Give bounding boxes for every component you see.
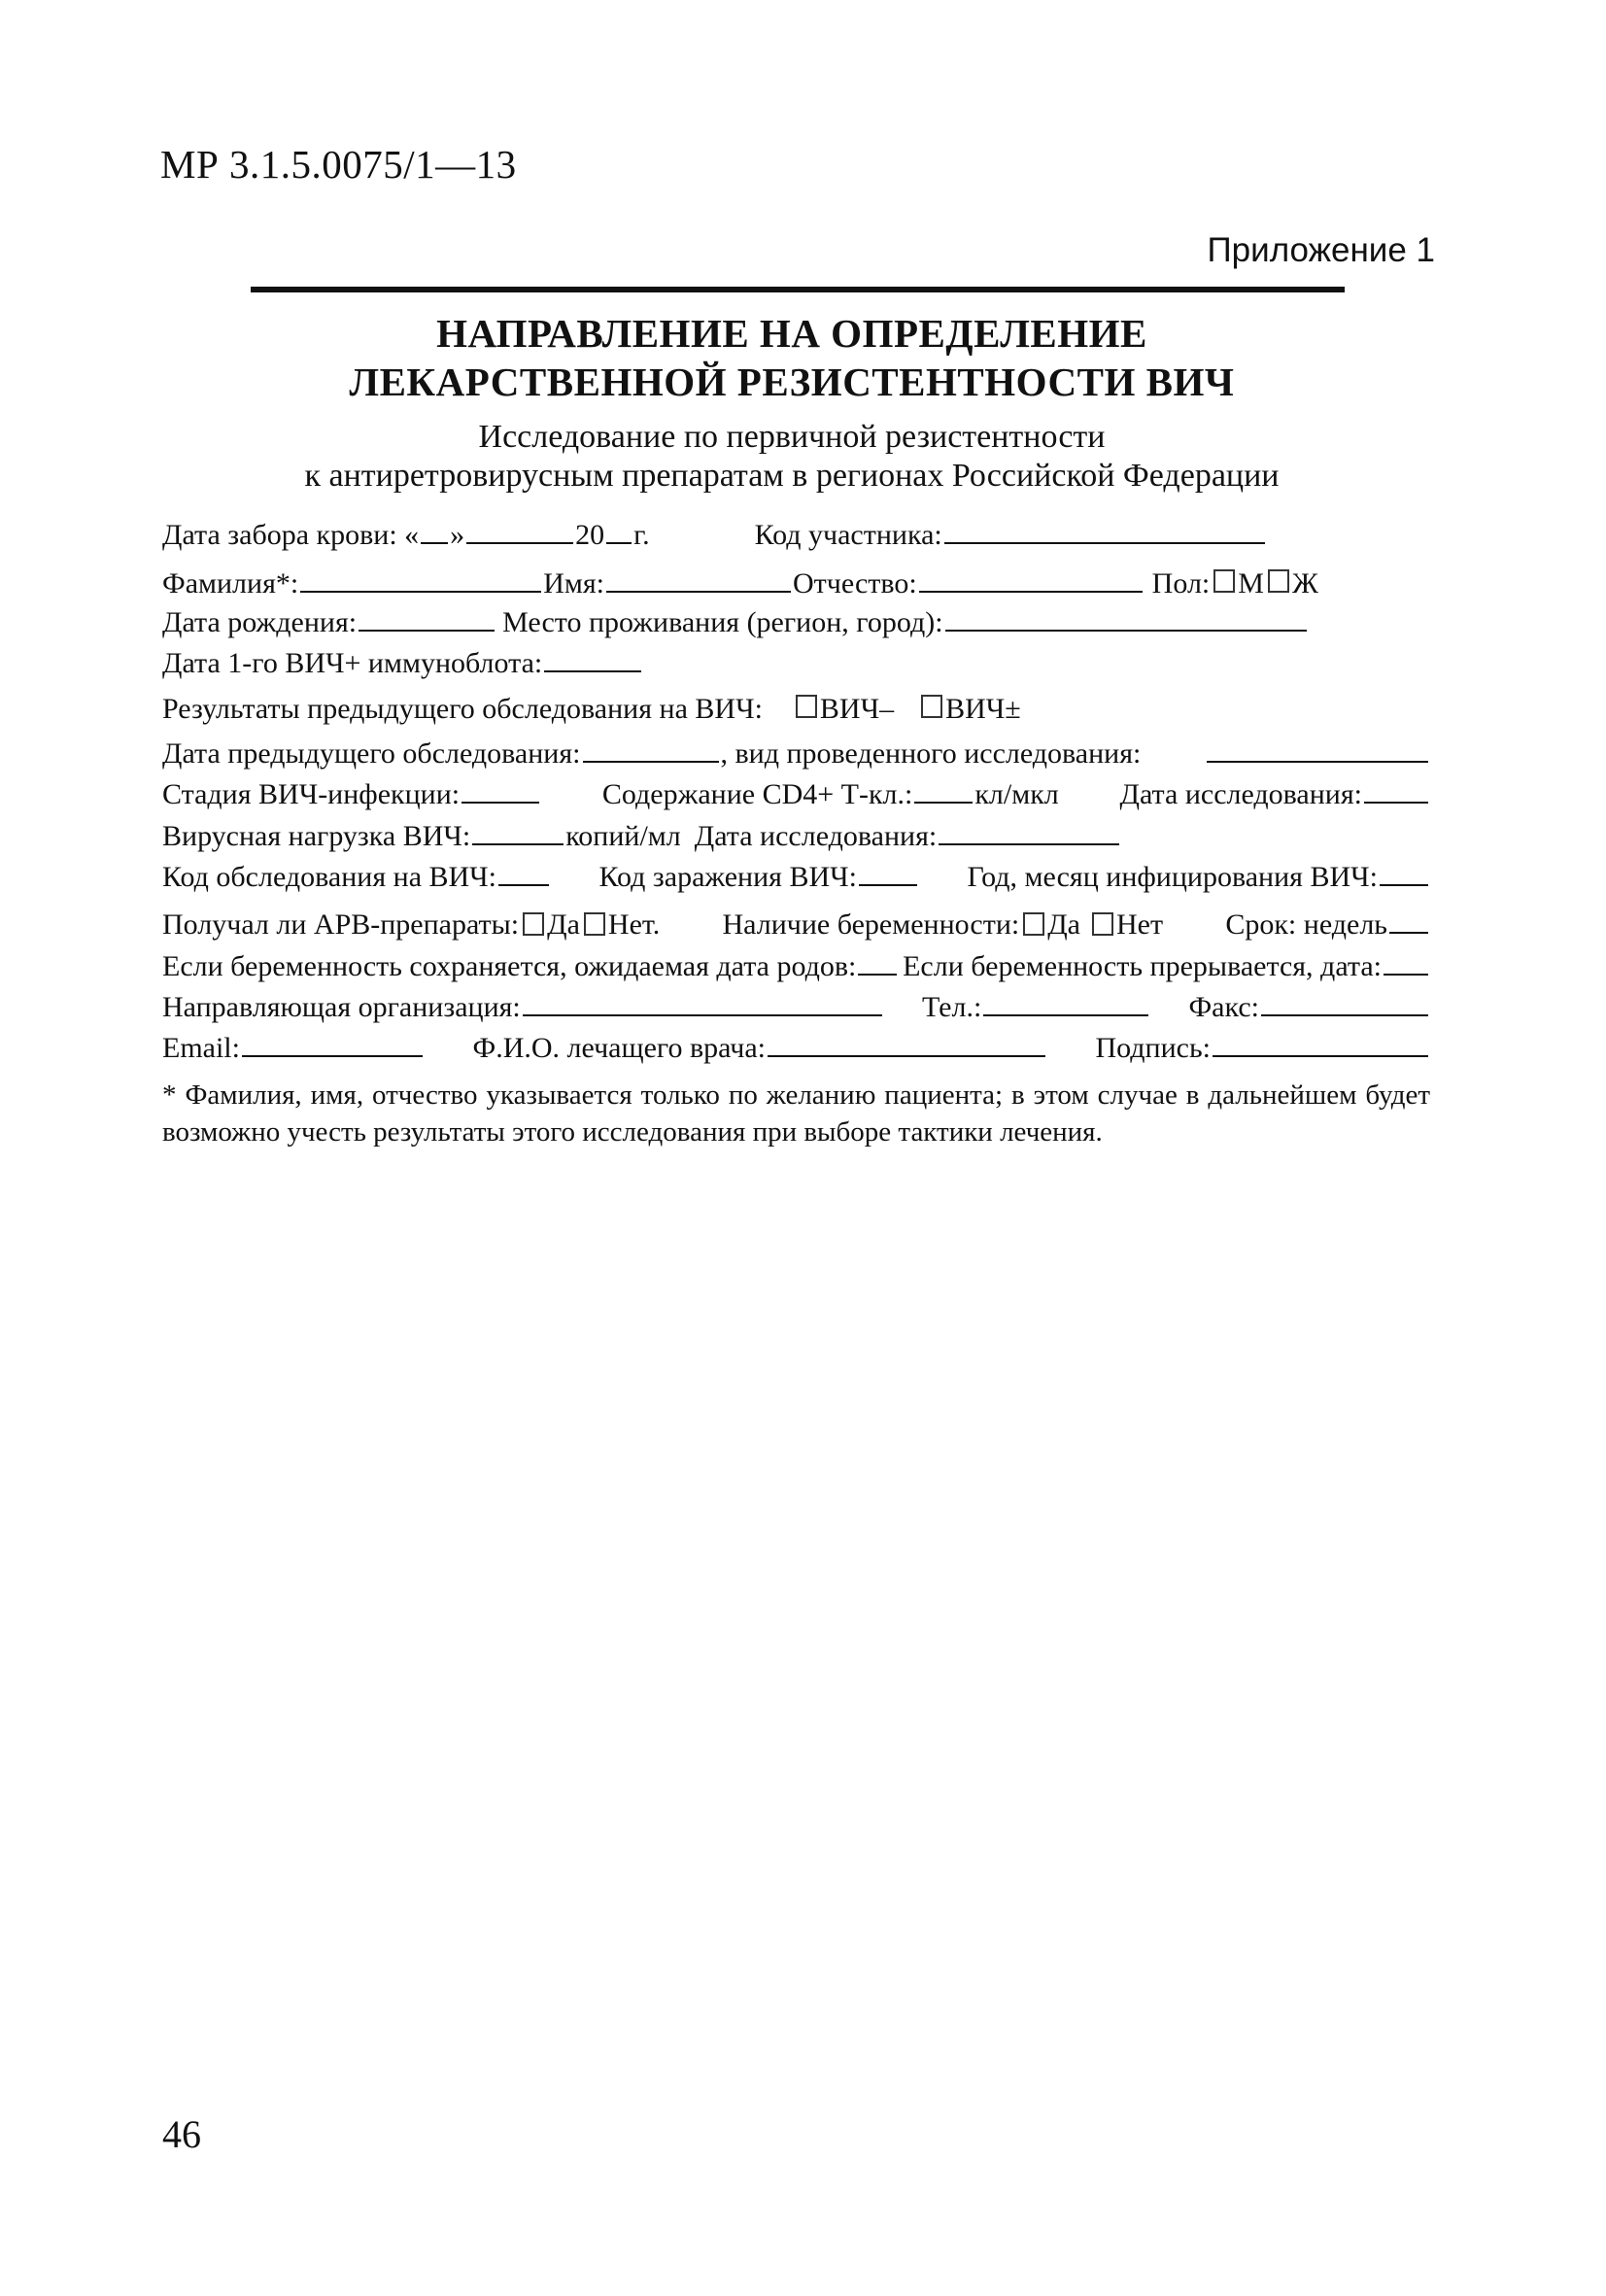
pregnancy-no-label: Нет	[1116, 908, 1164, 941]
prev-exam-date-label: Дата предыдущего обследования:	[162, 737, 581, 770]
name-label: Имя:	[543, 567, 605, 600]
immunoblot-field[interactable]	[544, 643, 641, 672]
sex-f-label: Ж	[1291, 567, 1318, 600]
row-prev-exam	[162, 734, 1430, 772]
blood-date-year-prefix: 20	[575, 519, 605, 551]
doctor-field[interactable]	[768, 1028, 1045, 1057]
blood-date-label: Дата забора крови: «	[162, 519, 420, 551]
sex-label: Пол:	[1151, 567, 1211, 600]
row-arv	[162, 905, 1430, 943]
doctor-label: Ф.И.О. лечащего врача:	[472, 1032, 766, 1064]
subtitle-line-2: к антиретровирусным препаратам в регионах Российской Федерации	[304, 458, 1280, 494]
row-blood-date	[162, 515, 1430, 554]
subtitle-line-1: Исследование по первичной резистентности	[478, 419, 1106, 455]
exam-code-label: Код обследования на ВИЧ:	[162, 861, 497, 893]
patronymic-label: Отчество:	[793, 567, 917, 600]
cd4-label: Содержание CD4+ Т-кл.:	[601, 778, 913, 810]
row-prev-results	[162, 693, 1430, 732]
sex-m-label: М	[1238, 567, 1264, 600]
infection-code-label: Код заражения ВИЧ:	[598, 861, 857, 893]
hiv-negative-label: ВИЧ–	[819, 693, 895, 725]
sex-f-checkbox[interactable]	[1268, 569, 1289, 593]
email-label: Email:	[162, 1032, 240, 1064]
viral-load-unit: копий/мл	[565, 820, 681, 852]
birth-date-label: Дата рождения:	[162, 606, 358, 638]
participant-code-label: Код участника:	[754, 519, 942, 551]
row-name	[162, 564, 1430, 602]
arv-no-checkbox[interactable]	[584, 912, 605, 936]
residence-field[interactable]	[945, 602, 1307, 632]
arv-no-label: Нет.	[607, 908, 661, 941]
document-code: МР 3.1.5.0075/1—13	[160, 142, 517, 187]
prev-results-label: Результаты предыдущего обследования на ВИЧ:	[162, 693, 763, 725]
blood-date-month-field[interactable]	[466, 515, 573, 544]
blood-date-day-field[interactable]	[421, 515, 448, 544]
row-viral-load	[162, 816, 1430, 855]
phone-field[interactable]	[983, 987, 1148, 1016]
stage-label: Стадия ВИЧ-инфекции:	[162, 778, 461, 810]
hiv-uncertain-checkbox[interactable]	[921, 695, 942, 718]
title-line-1: НАПРАВЛЕНИЕ НА ОПРЕДЕЛЕНИЕ	[436, 311, 1147, 356]
pregnancy-label: Наличие беременности:	[722, 908, 1020, 941]
delivery-date-field[interactable]	[858, 946, 897, 976]
arv-yes-checkbox[interactable]	[523, 912, 544, 936]
surname-label: Фамилия*:	[162, 567, 299, 600]
row-organization	[162, 987, 1430, 1026]
hiv-uncertain-label: ВИЧ±	[945, 693, 1021, 725]
immunoblot-label: Дата 1-го ВИЧ+ иммуноблота:	[162, 647, 543, 679]
signature-label: Подпись:	[1095, 1032, 1211, 1064]
infection-code-field[interactable]	[859, 857, 917, 886]
prev-exam-type-field[interactable]	[1207, 734, 1428, 763]
arv-label: Получал ли АРВ-препараты:	[162, 908, 520, 941]
blood-date-quote: »	[450, 519, 465, 551]
pregnancy-no-checkbox[interactable]	[1092, 912, 1113, 936]
surname-field[interactable]	[300, 564, 541, 593]
name-field[interactable]	[606, 564, 791, 593]
patronymic-field[interactable]	[919, 564, 1143, 593]
pregnancy-term-field[interactable]	[1389, 905, 1428, 934]
viral-load-label: Вирусная нагрузка ВИЧ:	[162, 820, 471, 852]
row-immunoblot	[162, 643, 1430, 682]
appendix-label: Приложение 1	[1207, 231, 1435, 269]
fax-field[interactable]	[1261, 987, 1428, 1016]
row-email	[162, 1028, 1430, 1067]
organization-label: Направляющая организация:	[162, 991, 521, 1023]
termination-date-field[interactable]	[1384, 946, 1428, 976]
viral-load-field[interactable]	[472, 816, 564, 845]
participant-code-field[interactable]	[944, 515, 1265, 544]
title-line-2: ЛЕКАРСТВЕННОЙ РЕЗИСТЕНТНОСТИ ВИЧ	[349, 360, 1235, 404]
email-field[interactable]	[242, 1028, 423, 1057]
blood-date-year-field[interactable]	[606, 515, 632, 544]
birth-date-field[interactable]	[359, 602, 495, 632]
arv-yes-label: Да	[547, 908, 580, 941]
form-subtitle	[160, 418, 1423, 496]
prev-exam-date-field[interactable]	[583, 734, 719, 763]
pregnancy-continues-label: Если беременность сохраняется, ожидаемая дата родов:	[162, 950, 857, 982]
fax-label: Факс:	[1188, 991, 1259, 1023]
footnote: * Фамилия, имя, отчество указывается только по желанию пациента; в этом случае в дальнейшем будет возможно учесть результаты этого исследования при выборе тактики лечения.	[162, 1079, 1430, 1148]
stage-field[interactable]	[461, 774, 539, 804]
hiv-negative-checkbox[interactable]	[796, 695, 817, 718]
row-stage	[162, 774, 1430, 813]
cd4-field[interactable]	[914, 774, 973, 804]
sex-m-checkbox[interactable]	[1213, 569, 1235, 593]
residence-label: Место проживания (регион, город):	[502, 606, 943, 638]
infection-time-field[interactable]	[1380, 857, 1428, 886]
blood-date-year-suffix: г.	[633, 519, 650, 551]
row-pregnancy-outcome	[162, 946, 1430, 985]
row-codes	[162, 857, 1430, 896]
signature-field[interactable]	[1213, 1028, 1428, 1057]
pregnancy-yes-label: Да	[1047, 908, 1080, 941]
organization-field[interactable]	[523, 987, 882, 1016]
study-date2-label: Дата исследования:	[694, 820, 938, 852]
study-date-label: Дата исследования:	[1119, 778, 1362, 810]
prev-exam-type-label: , вид проведенного исследования:	[720, 737, 1142, 770]
infection-time-label: Год, месяц инфицирования ВИЧ:	[967, 861, 1378, 893]
form-title	[160, 309, 1423, 406]
phone-label: Тел.:	[921, 991, 982, 1023]
page-number: 46	[162, 2112, 201, 2156]
pregnancy-term-label: Срок: недель	[1225, 908, 1387, 941]
cd4-unit: кл/мкл	[974, 778, 1059, 810]
study-date2-field[interactable]	[939, 816, 1119, 845]
pregnancy-terminated-label: Если беременность прерывается, дата:	[903, 950, 1382, 982]
header-rule	[251, 287, 1345, 292]
exam-code-field[interactable]	[498, 857, 549, 886]
study-date-field[interactable]	[1364, 774, 1428, 804]
row-birth	[162, 602, 1430, 641]
pregnancy-yes-checkbox[interactable]	[1023, 912, 1044, 936]
